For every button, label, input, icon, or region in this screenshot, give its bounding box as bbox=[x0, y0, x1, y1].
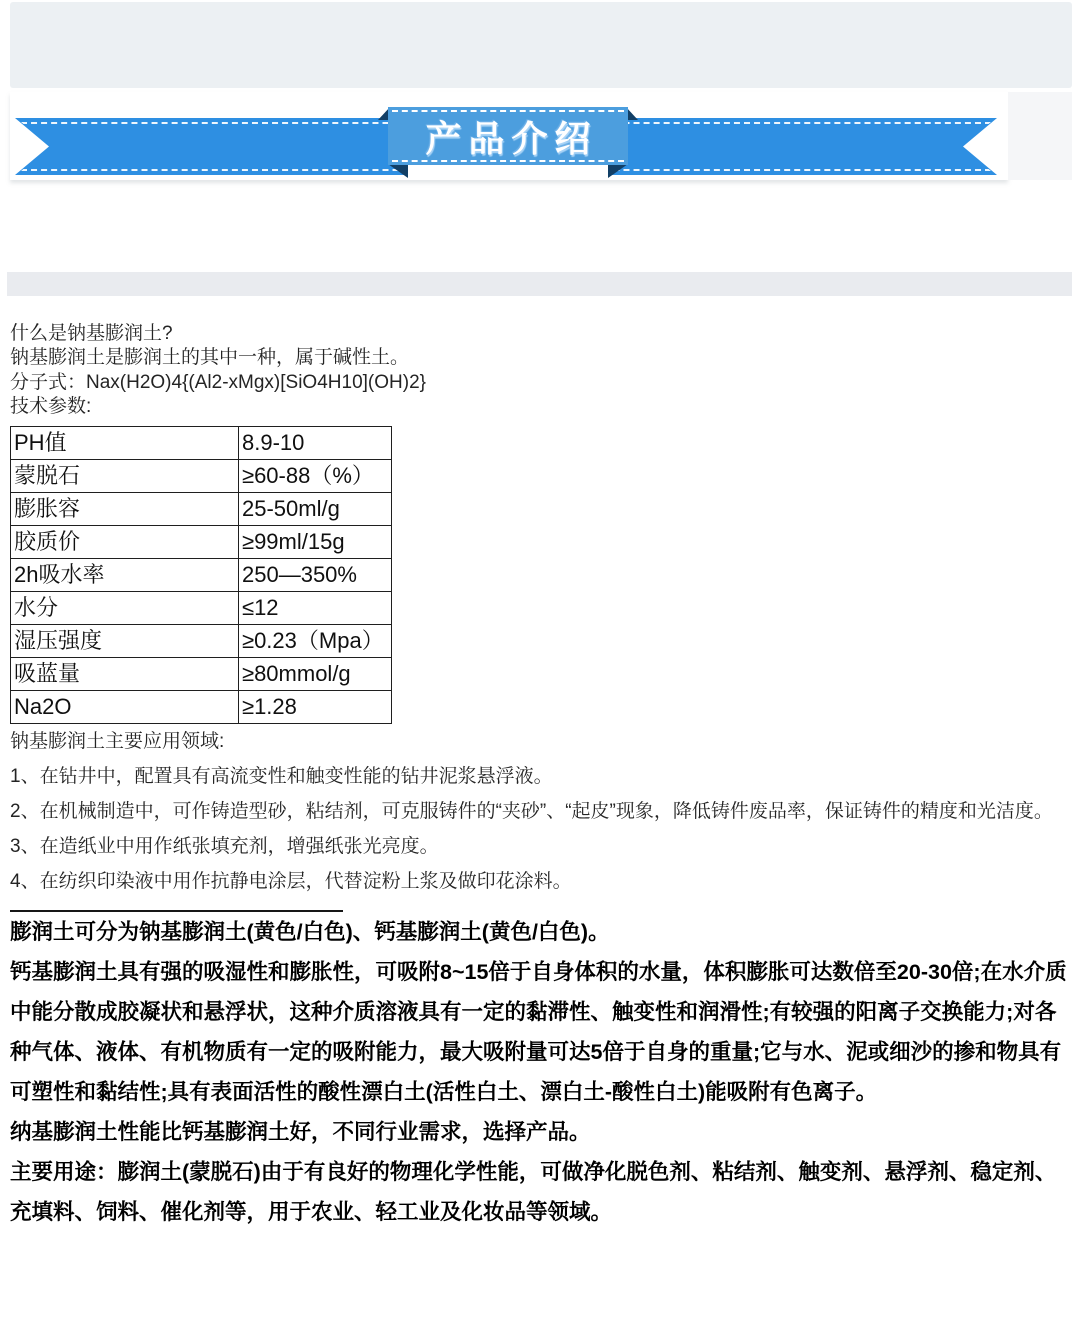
param-name-cell: Na2O bbox=[11, 691, 239, 724]
tech-params-label: 技术参数: bbox=[10, 395, 92, 417]
param-value-cell: 8.9-10 bbox=[239, 427, 392, 460]
param-name-cell: 水分 bbox=[11, 592, 239, 625]
bentonite-types-text: 膨润土可分为钠基膨润土(黄色/白色)、钙基膨润土(黄色/白色)。 bbox=[10, 920, 610, 945]
table-row bbox=[11, 658, 392, 691]
section-divider-strip bbox=[7, 272, 1072, 296]
param-value-cell: ≥0.23（Mpa） bbox=[239, 625, 392, 658]
param-name-cell: 湿压强度 bbox=[11, 625, 239, 658]
param-value-cell: ≥1.28 bbox=[239, 691, 392, 724]
header-image-placeholder bbox=[10, 2, 1072, 88]
param-value-cell: ≤12 bbox=[239, 592, 392, 625]
applications-section bbox=[10, 724, 1068, 899]
banner-title: 产品介绍 bbox=[425, 117, 598, 159]
intro-question: 什么是钠基膨润土? bbox=[10, 323, 173, 344]
param-name-cell: 蒙脱石 bbox=[11, 460, 239, 493]
application-item: 1、在钻井中，配置具有高流变性和触变性能的钻井泥浆悬浮液。 bbox=[10, 766, 553, 788]
application-item: 4、在纺织印染液中用作抗静电涂层，代替淀粉上浆及做印花涂料。 bbox=[10, 871, 572, 893]
table-row bbox=[11, 625, 392, 658]
product-description bbox=[10, 322, 1068, 1232]
table-row bbox=[11, 559, 392, 592]
application-item: 3、在造纸业中用作纸张填充剂，增强纸张光亮度。 bbox=[10, 836, 439, 858]
table-row bbox=[11, 526, 392, 559]
param-value-cell: ≥80mmol/g bbox=[239, 658, 392, 691]
product-intro-banner bbox=[0, 88, 1080, 192]
param-name-cell: PH值 bbox=[11, 427, 239, 460]
table-row bbox=[11, 691, 392, 724]
molecular-formula: 分子式：Nax(H2O)4{(Al2-xMgx)[SiO4H10](OH)2} bbox=[10, 371, 426, 393]
application-item: 2、在机械制造中，可作铸造型砂，粘结剂，可克服铸件的“夹砂”、“起皮”现象，降低铸件废品率，保证铸件的精度和光洁度。 bbox=[10, 801, 1053, 823]
ribbon-badge bbox=[388, 107, 628, 165]
intro-definition: 钠基膨润土是膨润土的其中一种，属于碱性土。 bbox=[10, 347, 410, 369]
param-value-cell: ≥99ml/15g bbox=[239, 526, 392, 559]
param-name-cell: 吸蓝量 bbox=[11, 658, 239, 691]
ribbon-cutout bbox=[408, 165, 608, 176]
table-row bbox=[11, 493, 392, 526]
param-value-cell: ≥60-88（%） bbox=[239, 460, 392, 493]
param-name-cell: 膨胀容 bbox=[11, 493, 239, 526]
performance-comparison: 纳基膨润土性能比钙基膨润土好，不同行业需求，选择产品。 bbox=[10, 1120, 591, 1145]
main-uses: 主要用途：膨润土(蒙脱石)由于有良好的物理化学性能，可做净化脱色剂、粘结剂、触变剂、悬浮剂、稳定剂、充填料、饲料、催化剂等，用于农业、轻工业及化妆品等领域。 bbox=[10, 1160, 1057, 1225]
param-name-cell: 胶质价 bbox=[11, 526, 239, 559]
param-value-cell: 250—350% bbox=[239, 559, 392, 592]
calcium-bentonite-properties: 钙基膨润土具有强的吸湿性和膨胀性，可吸附8~15倍于自身体积的水量，体积膨胀可达数倍至20-30倍;在水介质中能分散成胶凝状和悬浮状，这种介质溶液具有一定的黏滞性、触变性和润滑性;有较强的阳离子交换能力;对各种气体、液体、有机物质有一定的吸附能力，最大吸附量可达5倍于自身的重量;它与水、泥或细沙的掺和物具有可塑性和黏结性;具有表面活性的酸性漂白土(活性白土、漂白土-酸性白土)能吸附有色离子。 bbox=[10, 960, 1067, 1105]
table-row bbox=[11, 592, 392, 625]
param-name-cell: 2h吸水率 bbox=[11, 559, 239, 592]
applications-heading: 钠基膨润土主要应用领域: bbox=[10, 731, 225, 753]
table-row bbox=[11, 460, 392, 493]
table-row bbox=[11, 427, 392, 460]
banner-right-gap bbox=[1008, 92, 1072, 180]
tech-params-table bbox=[10, 426, 392, 724]
param-value-cell: 25-50ml/g bbox=[239, 493, 392, 526]
